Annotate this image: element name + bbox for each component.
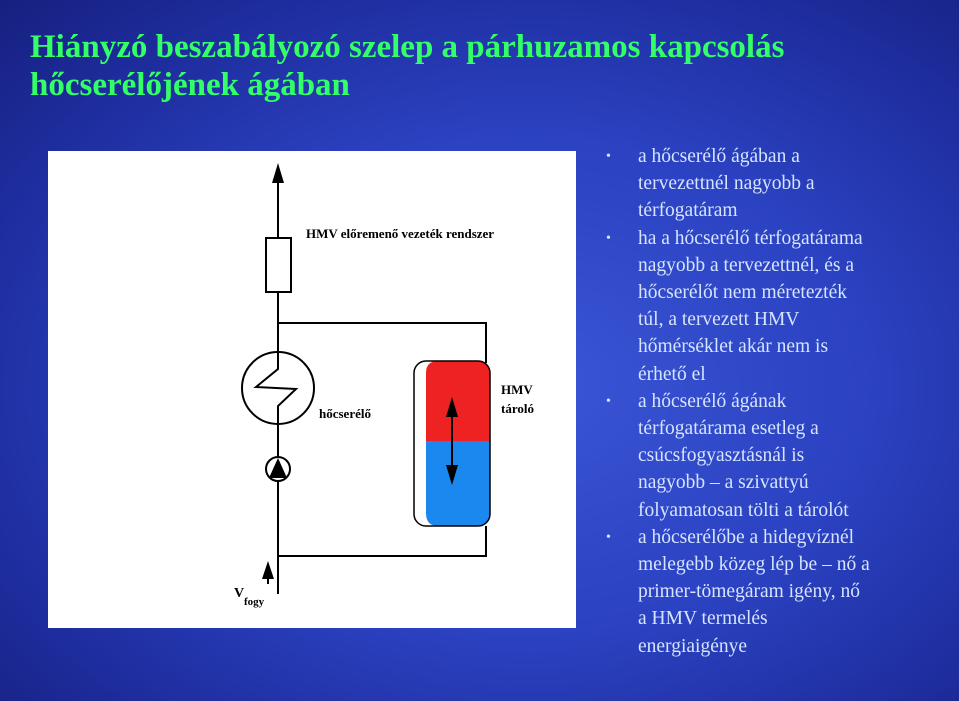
bullet-line: hőcserélőt nem méretezték	[638, 282, 847, 304]
bullet-dot-icon: •	[606, 393, 611, 409]
bullet-line: tervezettnél nagyobb a	[638, 173, 815, 195]
bullet-line: a hőcserélőbe a hidegvíznél	[638, 526, 855, 548]
label-storage-line-2: tároló	[501, 401, 534, 416]
bullet-item	[606, 524, 951, 660]
slide-title	[30, 28, 930, 104]
bullet-item	[606, 388, 951, 524]
bullet-line: a hőcserélő ágának	[638, 390, 787, 412]
bullet-dot-icon: •	[606, 149, 611, 164]
bullet-item	[606, 143, 951, 225]
bullet-line: energiaigénye	[638, 635, 748, 657]
bullet-line: melegebb közeg lép be – nő a	[638, 554, 870, 576]
bullet-line: hőmérséklet akár nem is	[638, 336, 829, 358]
bullet-line: a hőcserélő ágában a	[638, 146, 800, 167]
label-supply-system: HMV előremenő vezeték rendszer	[306, 226, 495, 241]
bullet-line: primer-tömegáram igény, nő	[638, 581, 860, 603]
bullet-line: csúcsfogyasztásnál is	[638, 445, 805, 467]
hydraulic-diagram	[48, 151, 576, 628]
bullet-line: nagyobb – a szivattyú	[638, 472, 809, 494]
bullet-line: érhető el	[638, 363, 706, 385]
bullet-list	[606, 143, 951, 660]
bullet-line: ha a hőcserélő térfogatárama	[638, 227, 863, 249]
label-flow-v: V	[234, 586, 245, 601]
bullet-dot-icon: •	[606, 529, 611, 545]
bullet-line: nagyobb a tervezettnél, és a	[638, 254, 855, 276]
label-flow-subscript: fogy	[244, 596, 265, 608]
bullet-line: túl, a tervezett HMV	[638, 309, 800, 331]
slide-title-line-1: Hiányzó beszabályozó szelep a párhuzamos kapcsolás	[30, 29, 785, 65]
slide-title-line-2: hőcserélőjének ágában	[30, 67, 350, 103]
bullet-dot-icon: •	[606, 230, 611, 246]
label-heat-exchanger: hőcserélő	[319, 406, 371, 421]
bullet-line: folyamatosan tölti a tárolót	[638, 499, 849, 521]
bullet-item	[606, 225, 951, 388]
inlet-arrow-icon	[262, 561, 274, 579]
bullet-line: térfogatáram	[638, 200, 738, 222]
branch-top-pipe	[278, 323, 486, 363]
diagram-canvas	[48, 151, 576, 628]
supply-arrow-icon	[272, 163, 284, 183]
tank-cold-zone	[426, 441, 490, 526]
flow-meter-icon	[266, 238, 291, 292]
label-storage-line-1: HMV	[501, 382, 533, 397]
branch-bottom-pipe	[278, 526, 486, 556]
bullet-line: a HMV termelés	[638, 608, 768, 630]
bullet-line: térfogatárama esetleg a	[638, 418, 819, 440]
tank-hot-zone	[426, 361, 490, 441]
